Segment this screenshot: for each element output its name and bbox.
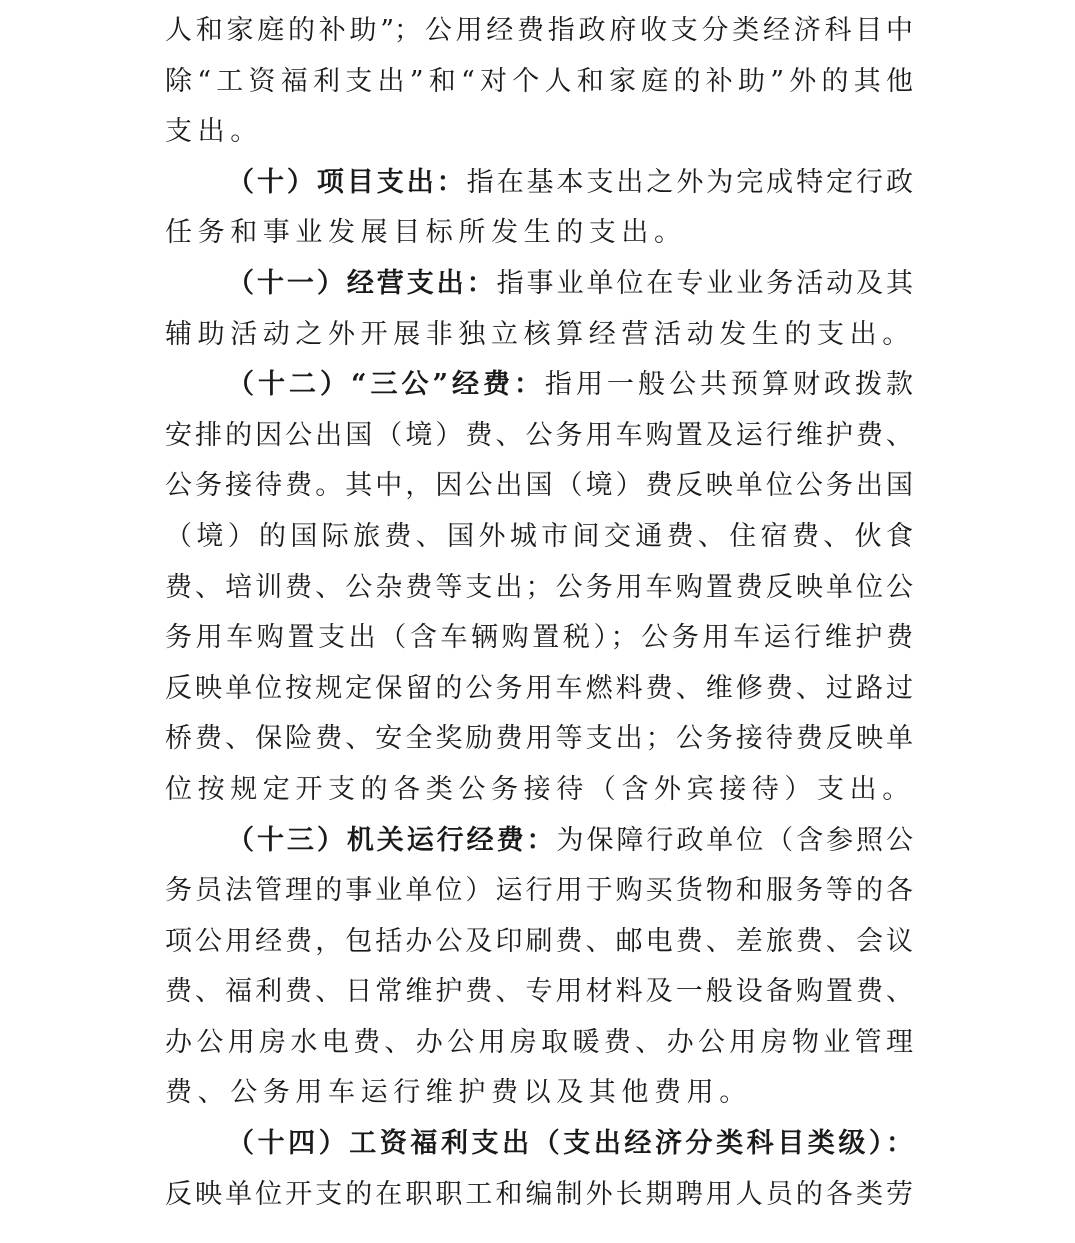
section-heading: （十三）机关运行经费： [227, 824, 557, 856]
line-text: 费、公务用车运行维护费以及其他费用。 [165, 1077, 752, 1109]
text-line [165, 563, 913, 614]
text-line [165, 866, 913, 917]
text-line [165, 1018, 913, 1069]
line-text: 除“工资福利支出”和“对个人和家庭的补助”外的其他 [165, 65, 913, 97]
line-text: （境）的国际旅费、国外城市间交通费、住宿费、伙食 [165, 520, 913, 552]
line-text: 费、培训费、公杂费等支出；公务用车购置费反映单位公 [165, 571, 913, 603]
section-heading-line [165, 259, 913, 310]
text-line [165, 1170, 913, 1221]
line-text: 费、福利费、日常维护费、专用材料及一般设备购置费、 [165, 976, 913, 1008]
section-heading: （十一）经营支出： [227, 267, 497, 299]
text-line [165, 6, 913, 57]
text-line [165, 57, 913, 108]
text-line [165, 411, 913, 462]
line-text: 安排的因公出国（境）费、公务用车购置及运行维护费、 [165, 419, 913, 451]
line-text: 桥费、保险费、安全奖励费用等支出；公务接待费反映单 [165, 723, 913, 755]
line-text: 办公用房水电费、办公用房取暖费、办公用房物业管理 [165, 1026, 913, 1058]
line-text: 务用车购置支出（含车辆购置税）；公务用车运行维护费 [165, 622, 913, 654]
section-heading: （十二）“三公”经费： [227, 369, 546, 401]
section-heading-line [165, 816, 913, 867]
line-text: 指事业单位在专业业务活动及其 [496, 267, 913, 299]
section-heading-line [165, 158, 913, 209]
text-line [165, 613, 913, 664]
text-line [165, 310, 913, 361]
line-text: 辅助活动之外开展非独立核算经营活动发生的支出。 [165, 318, 915, 350]
text-line [165, 1068, 913, 1119]
section-heading-line [165, 360, 913, 411]
section-heading: （十四）工资福利支出（支出经济分类科目类级）： [227, 1128, 913, 1160]
line-text: 任务和事业发展目标所发生的支出。 [165, 217, 687, 249]
line-text: 项公用经费，包括办公及印刷费、邮电费、差旅费、会议 [165, 925, 913, 957]
line-text: 位按规定开支的各类公务接待（含外宾接待）支出。 [165, 773, 915, 805]
text-line [165, 765, 913, 816]
text-line [165, 512, 913, 563]
text-line [165, 714, 913, 765]
line-text: 人和家庭的补助”；公用经费指政府收支分类经济科目中 [165, 15, 913, 46]
text-line [165, 208, 913, 259]
text-line [165, 664, 913, 715]
text-line [165, 107, 913, 158]
section-heading-line [165, 1119, 913, 1170]
line-text: 反映单位开支的在职职工和编制外长期聘用人员的各类劳 [165, 1178, 913, 1210]
line-text: 务员法管理的事业单位）运行用于购买货物和服务等的各 [165, 875, 913, 907]
text-line [165, 461, 913, 512]
line-text: 公务接待费。其中，因公出国（境）费反映单位公务出国 [165, 470, 913, 502]
line-text: 支出。 [165, 116, 263, 148]
line-text: 为保障行政单位（含参照公 [556, 824, 913, 856]
text-line [165, 967, 913, 1018]
text-line [165, 917, 913, 968]
document-page [165, 6, 913, 1220]
line-text: 反映单位按规定保留的公务用车燃料费、维修费、过路过 [165, 672, 913, 704]
line-text: 指用一般公共预算财政拨款 [545, 369, 913, 401]
section-heading: （十）项目支出： [227, 166, 467, 198]
line-text: 指在基本支出之外为完成特定行政 [466, 166, 913, 198]
